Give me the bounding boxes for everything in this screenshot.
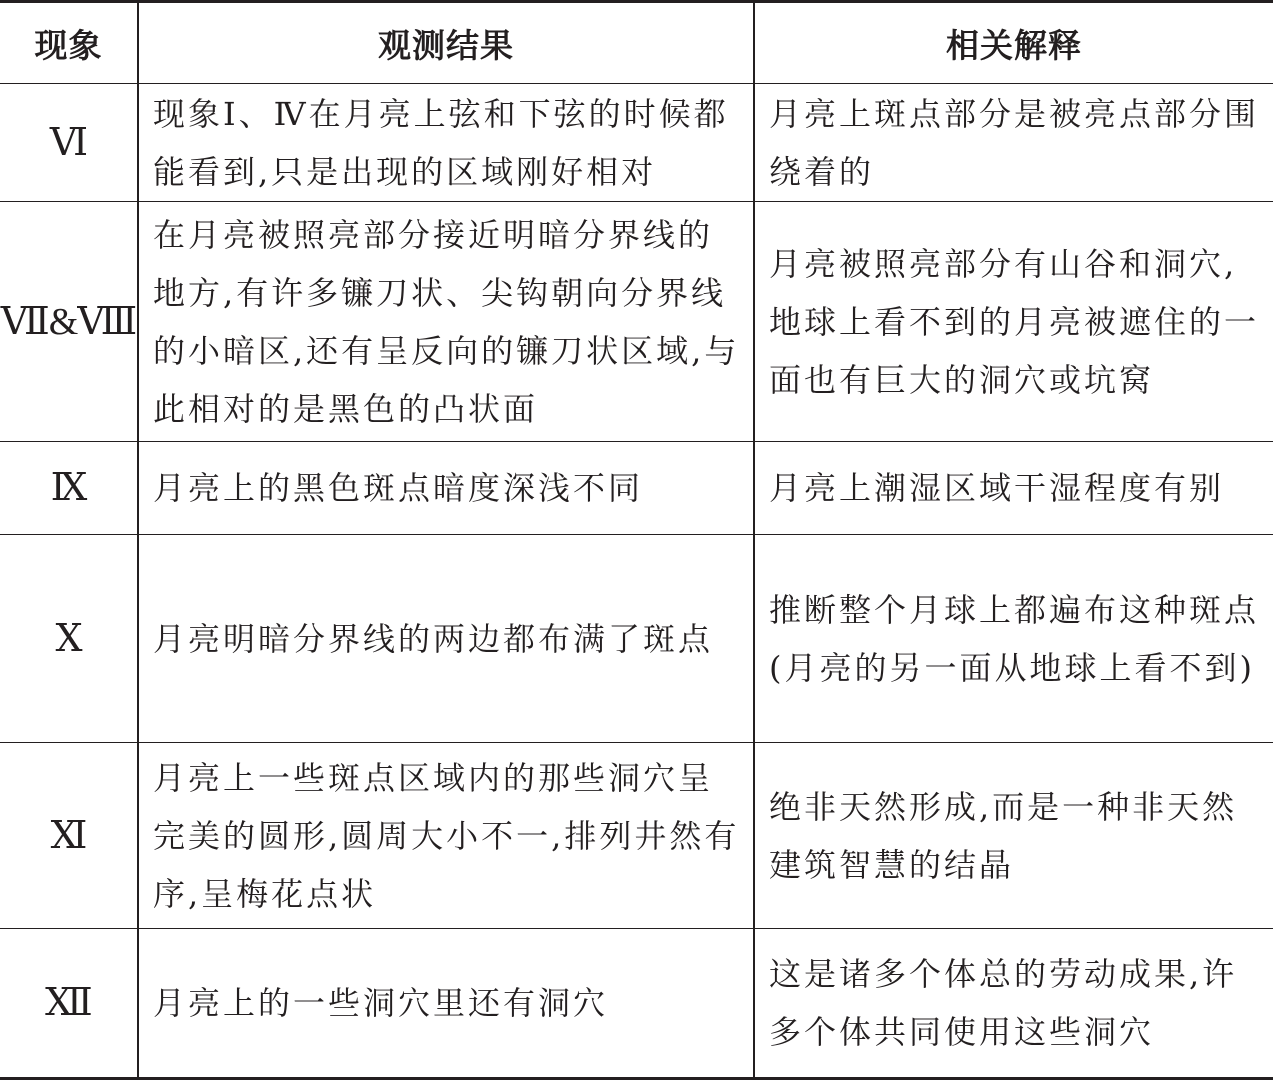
observation-cell: 月亮上的黑色斑点暗度深浅不同: [138, 442, 754, 535]
explanation-cell: 月亮被照亮部分有山谷和洞穴,地球上看不到的月亮被遮住的一面也有巨大的洞穴或坑窝: [754, 202, 1273, 442]
explanation-cell: 月亮上潮湿区域干湿程度有别: [754, 442, 1273, 535]
observation-cell: 月亮上的一些洞穴里还有洞穴: [138, 929, 754, 1079]
explanation-cell: 这是诸多个体总的劳动成果,许多个体共同使用这些洞穴: [754, 929, 1273, 1079]
phenomenon-label: Ⅶ&Ⅷ: [0, 202, 138, 442]
explanation-cell: 绝非天然形成,而是一种非天然建筑智慧的结晶: [754, 743, 1273, 929]
phenomenon-label: Ⅹ: [0, 535, 138, 743]
table-row: [0, 929, 1273, 1079]
header-phenomenon: 现象: [0, 2, 138, 84]
table-row: [0, 743, 1273, 929]
phenomenon-label: Ⅵ: [0, 84, 138, 202]
observation-cell: 月亮上一些斑点区域内的那些洞穴呈完美的圆形,圆周大小不一,排列井然有序,呈梅花点状: [138, 743, 754, 929]
explanation-cell: 推断整个月球上都遍布这种斑点(月亮的另一面从地球上看不到): [754, 535, 1273, 743]
observation-cell: 月亮明暗分界线的两边都布满了斑点: [138, 535, 754, 743]
table-row: [0, 442, 1273, 535]
explanation-cell: 月亮上斑点部分是被亮点部分围绕着的: [754, 84, 1273, 202]
observation-cell: 现象Ⅰ、Ⅳ在月亮上弦和下弦的时候都能看到,只是出现的区域刚好相对: [138, 84, 754, 202]
phenomenon-label: Ⅸ: [0, 442, 138, 535]
table-row: [0, 535, 1273, 743]
header-observation: 观测结果: [138, 2, 754, 84]
table-row: [0, 202, 1273, 442]
table-row: [0, 84, 1273, 202]
header-row: [0, 2, 1273, 84]
phenomenon-label: Ⅺ: [0, 743, 138, 929]
observation-cell: 在月亮被照亮部分接近明暗分界线的地方,有许多镰刀状、尖钩朝向分界线的小暗区,还有呈反向的镰刀状区域,与此相对的是黑色的凸状面: [138, 202, 754, 442]
phenomenon-label: Ⅻ: [0, 929, 138, 1079]
header-explanation: 相关解释: [754, 2, 1273, 84]
